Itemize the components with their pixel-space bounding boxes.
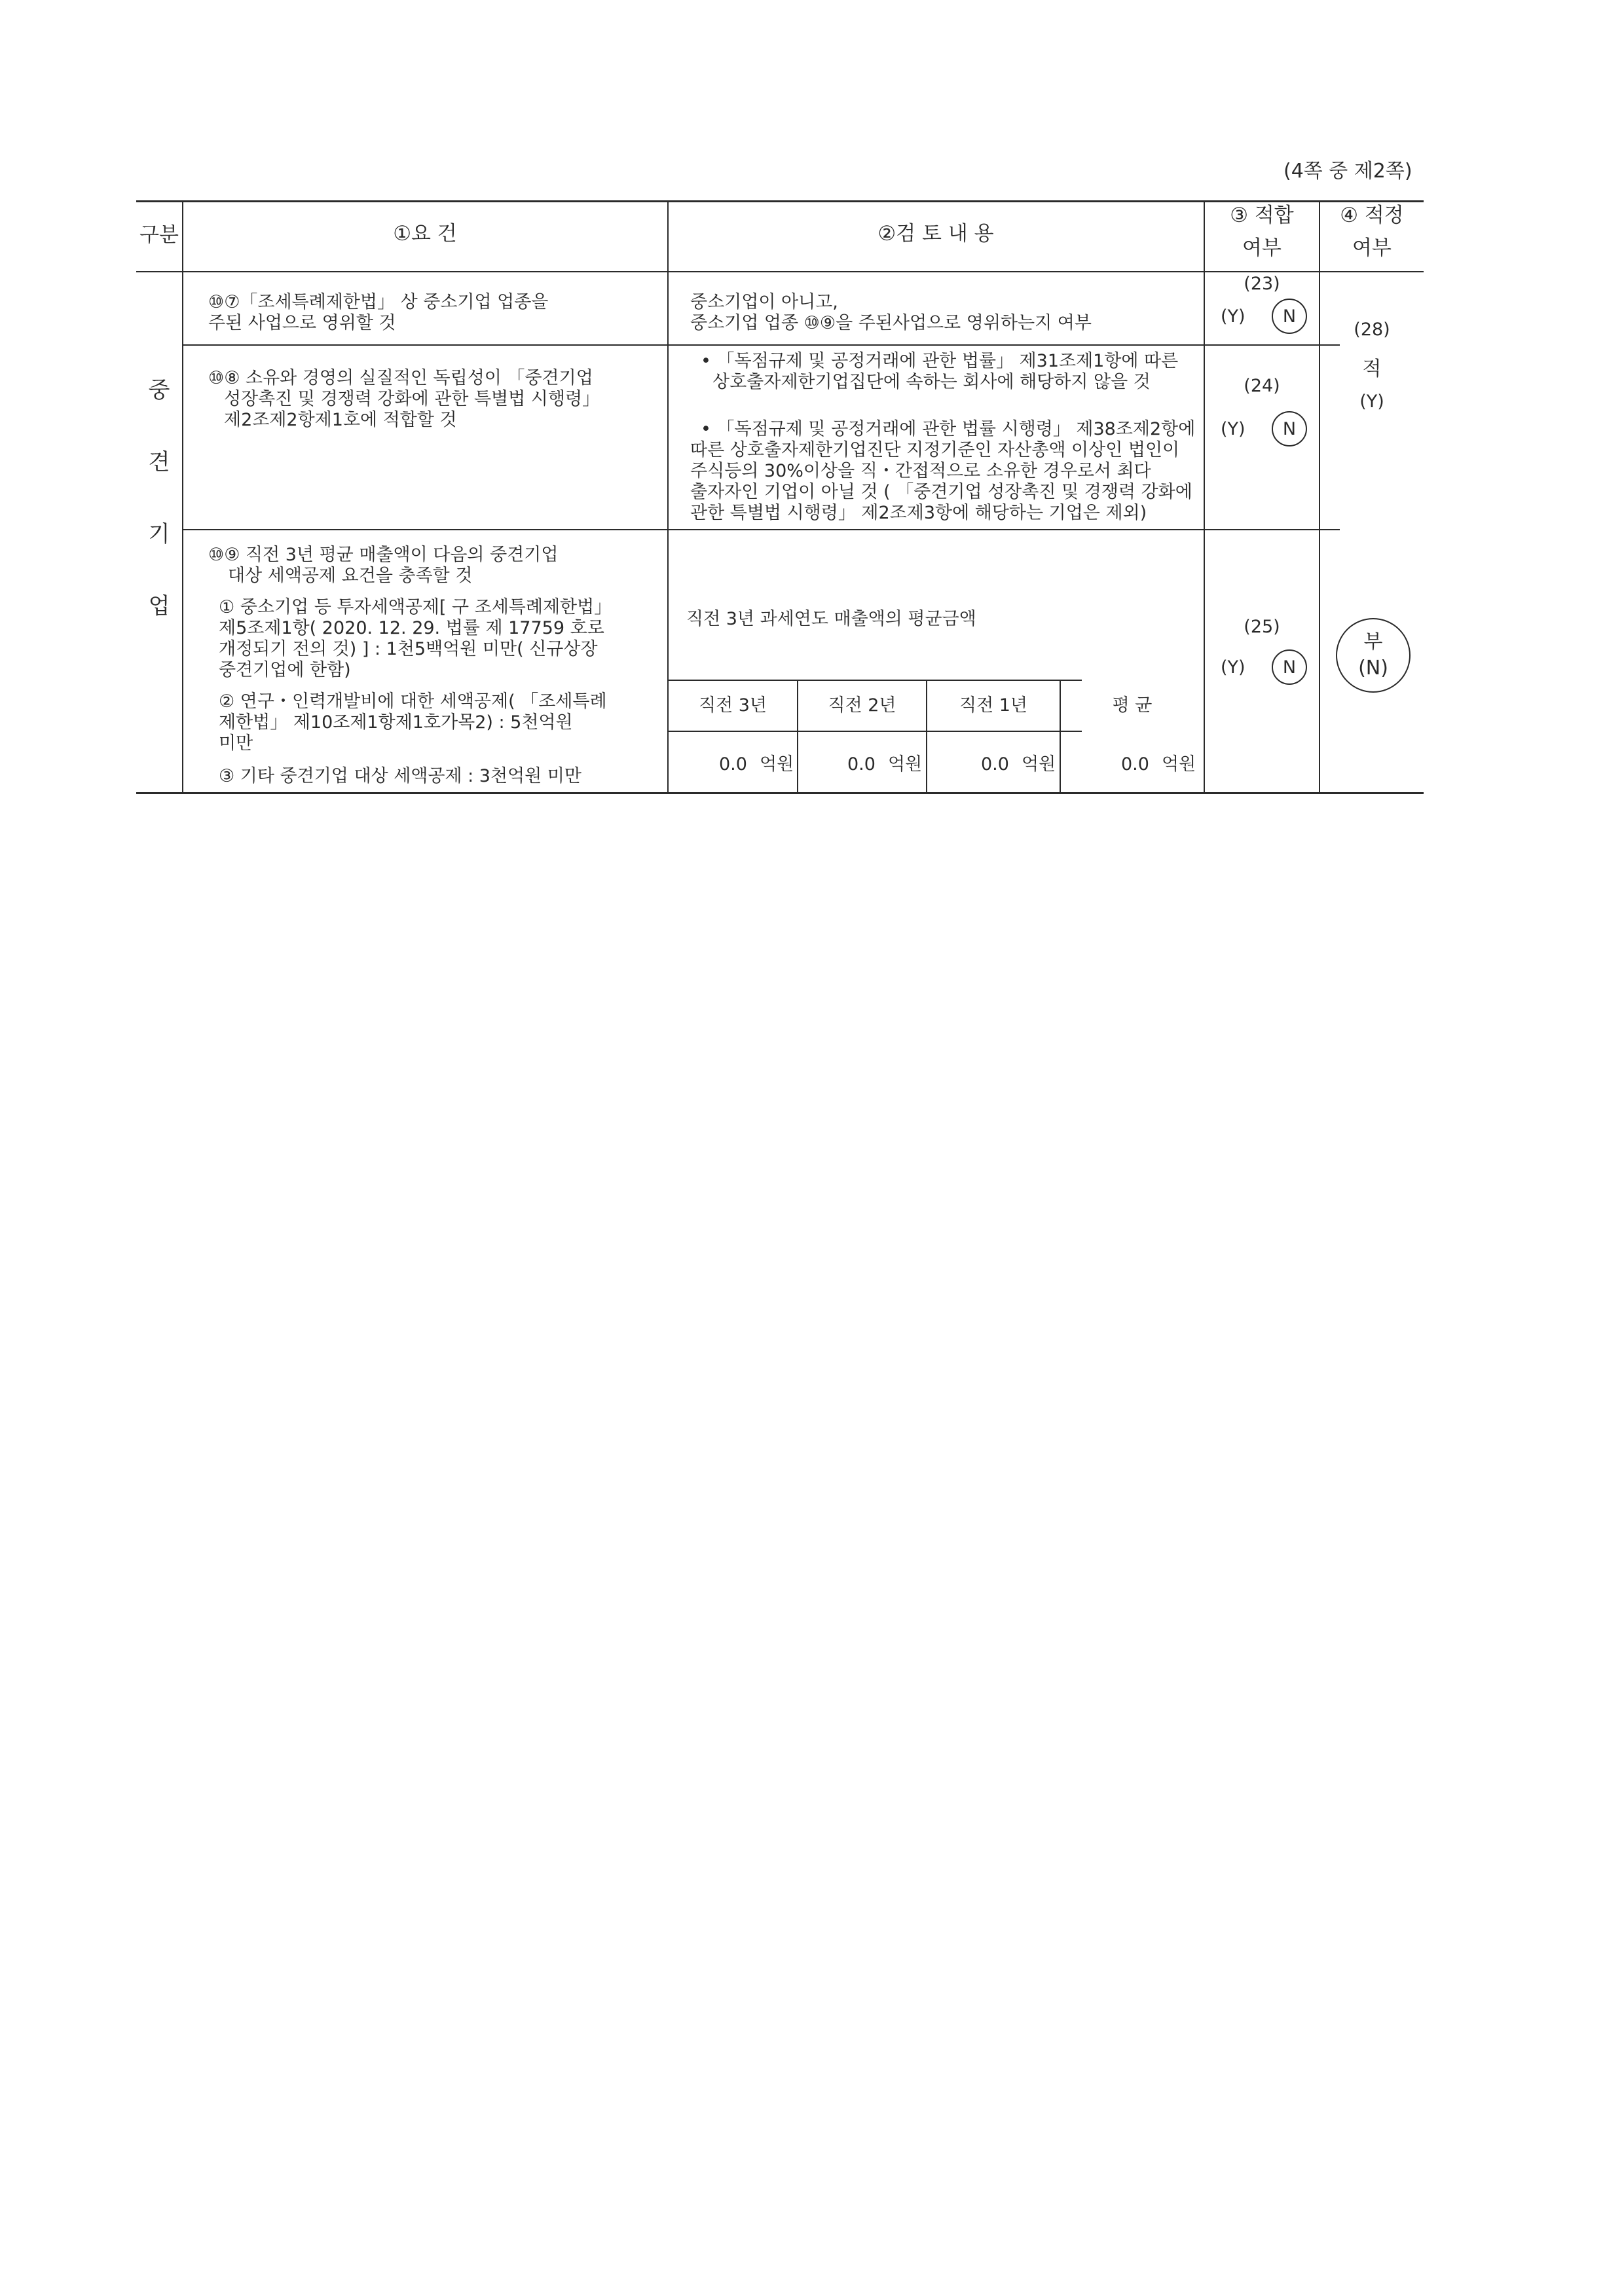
req109-line: ③ 기타 중견기업 대상 세액공제 : 3천억원 미만 — [219, 766, 581, 786]
req109-line: 개정되기 전의 것) ] : 1천5백억원 미만( 신규상장 — [219, 639, 598, 659]
adequate-label: 적 — [1362, 357, 1382, 380]
row-divider-107 — [182, 344, 1340, 346]
fit-yes-23: (Y) — [1221, 306, 1246, 327]
category-char: 기 — [148, 521, 170, 547]
subheader-top-border — [668, 680, 1082, 681]
fit-number-25: (25) — [1244, 617, 1280, 637]
header-fit-line1: ③ 적합 — [1230, 204, 1294, 227]
req109-line: 제5조제1항( 2020. 12. 29. 법률 제 17759 호로 — [219, 618, 604, 638]
review108-line: 출자자인 기업이 아닐 것 ( 「중견기업 성장촉진 및 경쟁력 강화에 — [690, 482, 1192, 502]
req109-line: 미만 — [219, 733, 253, 754]
req108-line: 성장촉진 및 경쟁력 강화에 관한 특별법 시행령」 — [224, 389, 600, 409]
subheader-bottom-border — [668, 731, 1082, 732]
review108-line: 관한 특별법 시행령」 제2조제3항에 해당하는 기업은 제외) — [690, 503, 1147, 523]
adequate-no-circled: 부 (N) — [1336, 618, 1411, 693]
adequate-number-28: (28) — [1354, 319, 1390, 340]
amount-unit: 억원 — [1022, 754, 1056, 774]
fit-no-circled-23: N — [1272, 299, 1307, 334]
subheader-average: 평 균 — [1112, 695, 1153, 716]
category-char: 업 — [148, 593, 170, 619]
header-requirement: ①요 건 — [393, 222, 457, 246]
header-bottom-border — [136, 271, 1424, 272]
table-bottom-border — [136, 792, 1424, 794]
req109-line: ⑩⑨ 직전 3년 평균 매출액이 다음의 중견기업 — [208, 545, 559, 565]
fit-no-circled-24: N — [1272, 411, 1307, 446]
amount-unit: 억원 — [760, 754, 794, 774]
subheader-year3: 직전 3년 — [698, 695, 767, 716]
req109-line: 대상 세액공제 요건을 충족할 것 — [228, 566, 473, 586]
review109-title: 직전 3년 과세연도 매출액의 평균금액 — [686, 609, 976, 629]
req108-line: ⑩⑧ 소유와 경영의 실질적인 독립성이 「중견기업 — [208, 368, 593, 388]
req107-line1: ⑩⑦「조세특례제한법」 상 중소기업 업종을 — [208, 292, 549, 312]
header-category: 구분 — [139, 223, 179, 247]
req109-line: ② 연구・인력개발비에 대한 세액공제( 「조세특례 — [219, 691, 607, 712]
amount-year1: 0.0 — [981, 754, 1009, 774]
table-top-border — [136, 200, 1424, 202]
review107-line2: 중소기업 업종 ⑩⑨을 주된사업으로 영위하는지 여부 — [690, 313, 1092, 333]
fit-number-24: (24) — [1244, 376, 1280, 396]
header-fit-line2: 여부 — [1242, 236, 1282, 260]
req109-line: ① 중소기업 등 투자세액공제[ 구 조세특례제한법」 — [219, 597, 612, 617]
col-divider-4 — [1319, 200, 1320, 793]
review108-line: 따른 상호출자제한기업진단 지정기준인 자산총액 이상인 법인이 — [690, 440, 1180, 460]
header-adequate-line1: ④ 적정 — [1340, 204, 1404, 227]
review108-line: 상호출자제한기업집단에 속하는 회사에 해당하지 않을 것 — [712, 372, 1151, 392]
fit-no-circled-25: N — [1272, 649, 1307, 685]
adequate-yes: (Y) — [1359, 392, 1384, 412]
amount-unit: 억원 — [1162, 754, 1196, 774]
req107-line2: 주된 사업으로 영위할 것 — [208, 313, 396, 333]
row-divider-108 — [182, 529, 1340, 530]
fit-yes-24: (Y) — [1221, 419, 1246, 439]
header-review: ②검 토 내 용 — [877, 222, 994, 246]
amount-year2: 0.0 — [847, 754, 876, 774]
req108-line: 제2조제2항제1호에 적합할 것 — [224, 410, 457, 430]
page-number: (4쪽 중 제2쪽) — [1283, 160, 1412, 183]
amount-unit: 억원 — [888, 754, 923, 774]
fit-number-23: (23) — [1244, 274, 1280, 294]
fit-yes-25: (Y) — [1221, 657, 1246, 678]
col-divider-1 — [182, 200, 183, 793]
amount-year3: 0.0 — [719, 754, 747, 774]
subheader-year1: 직전 1년 — [959, 695, 1027, 716]
req109-line: 제한법」 제10조제1항제1호가목2) : 5천억원 — [219, 712, 573, 733]
header-adequate-line2: 여부 — [1352, 236, 1392, 260]
review108-line: • 「독점규제 및 공정거래에 관한 법률 시행령」 제38조제2항에 — [701, 419, 1196, 439]
review108-line: • 「독점규제 및 공정거래에 관한 법률」 제31조제1항에 따른 — [701, 351, 1179, 371]
category-char: 견 — [148, 449, 170, 475]
req109-line: 중견기업에 한함) — [219, 660, 351, 680]
review-table — [136, 200, 1424, 793]
category-char: 중 — [148, 377, 170, 403]
review108-line: 주식등의 30%이상을 직・간접적으로 소유한 경우로서 최다 — [690, 461, 1151, 481]
amount-average: 0.0 — [1121, 754, 1149, 774]
subheader-year2: 직전 2년 — [828, 695, 896, 716]
review107-line1: 중소기업이 아니고, — [690, 292, 838, 312]
